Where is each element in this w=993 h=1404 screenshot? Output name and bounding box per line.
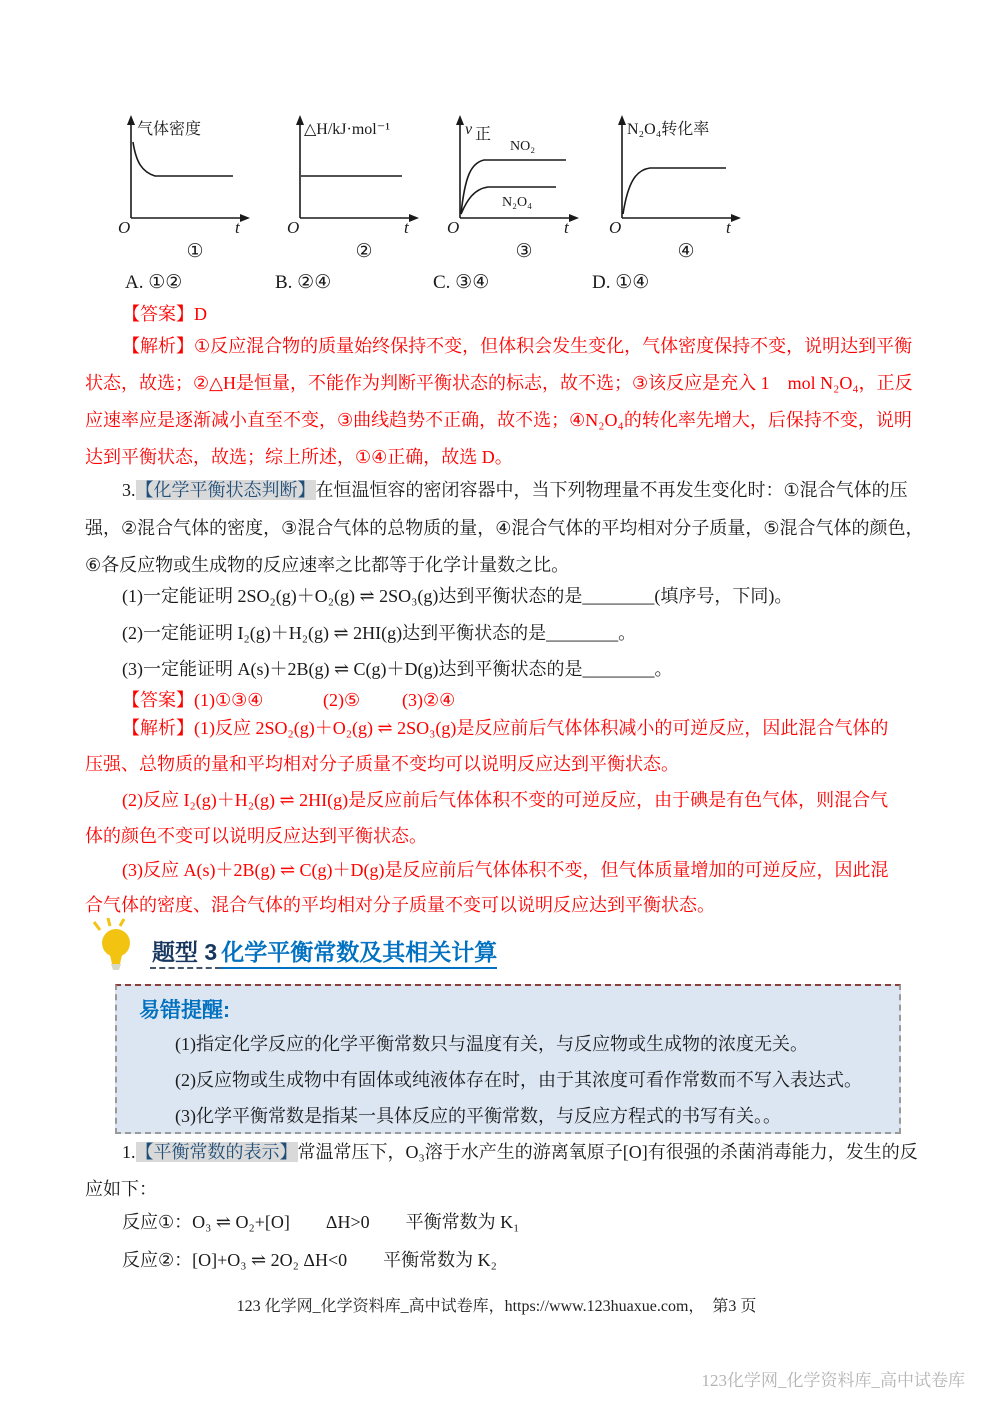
enthalpy-graph-plot [284, 110, 444, 235]
q3-answer-part3: (3)②④ [402, 690, 456, 710]
y-axis-label-subscript: 正 [475, 126, 492, 143]
y-axis-label: 气体密度 [137, 121, 202, 138]
q3-analysis-line: (3)反应 A(s)＋2B(g) ⇌ C(g)＋D(g)是反应前后气体体积不变，但气体质量增加的可逆反应，因此混 [122, 860, 889, 880]
t-label: t [235, 218, 240, 235]
y-axis-label: v [465, 121, 473, 138]
graph-number: ③ [515, 241, 533, 262]
y-axis-label: N₂O₄转化率 [627, 121, 710, 138]
q3-sub2: (2)一定能证明 I₂(g)＋H₂(g) ⇌ 2HI(g)达到平衡状态的是________。 [122, 623, 637, 643]
q2-answer: 【答案】D [122, 304, 207, 324]
t-label: t [726, 218, 731, 235]
reminder-line2: (2)反应物或生成物中有固体或纯液体存在时，由于其浓度可看作常数而不写入表达式。 [175, 1070, 862, 1090]
y-axis-arrow-icon [296, 115, 304, 125]
density-curve [133, 142, 233, 176]
q1-topic-tag: 【平衡常数的表示】 [135, 1142, 298, 1162]
density-graph-plot [115, 110, 275, 235]
q1-stem-line2: 应如下： [85, 1179, 157, 1199]
x-axis-arrow-icon [569, 214, 579, 222]
q2-analysis-line: 应速率应是逐渐减小直至不变，③曲线趋势不正确，故不选；④N₂O₄的转化率先增大，后保持不变，说明 [85, 410, 912, 430]
q1-number: 1. [122, 1142, 136, 1162]
graph-forward-rate [444, 110, 604, 270]
q3-sub1: (1)一定能证明 2SO₂(g)＋O₂(g) ⇌ 2SO₃(g)达到平衡状态的是________(填序号，下同)。 [122, 586, 793, 606]
conversion-curve [623, 168, 726, 214]
q1-reaction2: 反应②：[O]+O₃ ⇌ 2O₂ ΔH<0 平衡常数为 K₂ [122, 1250, 497, 1270]
origin-label: O [609, 218, 622, 235]
graph-conversion [606, 110, 766, 270]
graph-number: ② [355, 241, 373, 262]
reminder-line3: (3)化学平衡常数是指某一具体反应的平衡常数，与反应方程式的书写有关。。 [175, 1106, 781, 1126]
q3-stem-line2: 强，②混合气体的密度，③混合气体的总物质的量，④混合气体的平均相对分子质量，⑤混合气体的颜色， [85, 518, 924, 538]
q3-stem-line3: ⑥各反应物或生成物的反应速率之比都等于化学计量数之比。 [85, 555, 570, 575]
conversion-graph-plot [606, 110, 766, 235]
topic-heading-title: 化学平衡常数及其相关计算 [221, 939, 497, 969]
q1-stem-line1 [122, 1140, 918, 1164]
q2-analysis-line: 达到平衡状态，故选；综上所述，①④正确，故选 D。 [85, 447, 513, 467]
q3-topic-tag: 【化学平衡状态判断】 [135, 480, 316, 500]
graph-number: ① [186, 241, 204, 262]
q3-answer-part1: 【答案】(1)①③④ [122, 690, 264, 710]
q3-sub3: (3)一定能证明 A(s)＋2B(g) ⇌ C(g)＋D(g)达到平衡状态的是________。 [122, 659, 673, 679]
graph-number: ④ [677, 241, 695, 262]
n2o4-curve-label: N₂O₄ [502, 195, 532, 210]
q2-analysis-line: 状态，故选；②△H是恒量，不能作为判断平衡状态的标志，故不选；③该反应是充入 1 mol N₂O₄，正反 [85, 373, 913, 393]
q3-analysis-line: 体的颜色不变可以说明反应达到平衡状态。 [85, 826, 427, 846]
y-axis-arrow-icon [127, 115, 135, 125]
q1-stem-text: 常温常压下，O₃溶于水产生的游离氧原子[O]有很强的杀菌消毒能力，发生的反 [297, 1142, 918, 1162]
t-label: t [564, 218, 569, 235]
q3-stem-text: 在恒温恒容的密闭容器中，当下列物理量不再发生变化时：①混合气体的压 [315, 480, 908, 500]
y-axis-arrow-icon [456, 115, 464, 125]
q3-analysis-line: 压强、总物质的量和平均相对分子质量不变均可以说明反应达到平衡状态。 [85, 754, 679, 774]
t-label: t [404, 218, 409, 235]
topic-heading-number: 题型 3 [150, 939, 221, 969]
option-c: C. ③④ [433, 272, 490, 293]
y-axis-arrow-icon [618, 115, 626, 125]
option-a: A. ①② [125, 272, 183, 293]
error-reminder-box [115, 984, 901, 1134]
q1-reaction1: 反应①：O₃ ⇌ O₂+[O] ΔH>0 平衡常数为 K₁ [122, 1212, 520, 1232]
x-axis-arrow-icon [240, 214, 250, 222]
rate-graph-plot [444, 110, 604, 235]
q3-answer-part2: (2)⑤ [323, 690, 361, 710]
q2-analysis-line: 【解析】①反应混合物的质量始终保持不变，但体积会发生变化，气体密度保持不变，说明达到平衡 [122, 336, 913, 356]
no2-curve-label: NO₂ [510, 139, 536, 154]
reminder-line1: (1)指定化学反应的化学平衡常数只与温度有关，与反应物或生成物的浓度无关。 [175, 1034, 808, 1054]
lightbulb-icon [90, 918, 144, 974]
q3-number: 3. [122, 480, 136, 500]
option-b: B. ②④ [275, 272, 332, 293]
origin-label: O [447, 218, 460, 235]
page-footer: 123 化学网_化学资料库_高中试卷库，https://www.123huaxue.com， 第3 页 [236, 1298, 757, 1315]
graph-enthalpy [284, 110, 444, 270]
y-axis-label: △H/kJ·mol⁻¹ [304, 121, 390, 138]
reminder-title: 易错提醒: [139, 999, 230, 1022]
origin-label: O [287, 218, 300, 235]
q3-analysis-line: 合气体的密度、混合气体的平均相对分子质量不变可以说明反应达到平衡状态。 [85, 895, 715, 915]
site-watermark: 123化学网_化学资料库_高中试卷库 [701, 1371, 965, 1390]
x-axis-arrow-icon [409, 214, 419, 222]
q3-analysis-line: 【解析】(1)反应 2SO₂(g)＋O₂(g) ⇌ 2SO₃(g)是反应前后气体体积减小的可逆反应，因此混合气体的 [122, 718, 889, 738]
q3-analysis-line: (2)反应 I₂(g)＋H₂(g) ⇌ 2HI(g)是反应前后气体体积不变的可逆反应，由于碘是有色气体，则混合气 [122, 790, 889, 810]
topic-heading [150, 934, 497, 967]
x-axis-arrow-icon [731, 214, 741, 222]
graph-density [115, 110, 275, 270]
q3-stem-line1 [122, 478, 908, 502]
origin-label: O [118, 218, 131, 235]
option-d: D. ①④ [592, 272, 650, 293]
